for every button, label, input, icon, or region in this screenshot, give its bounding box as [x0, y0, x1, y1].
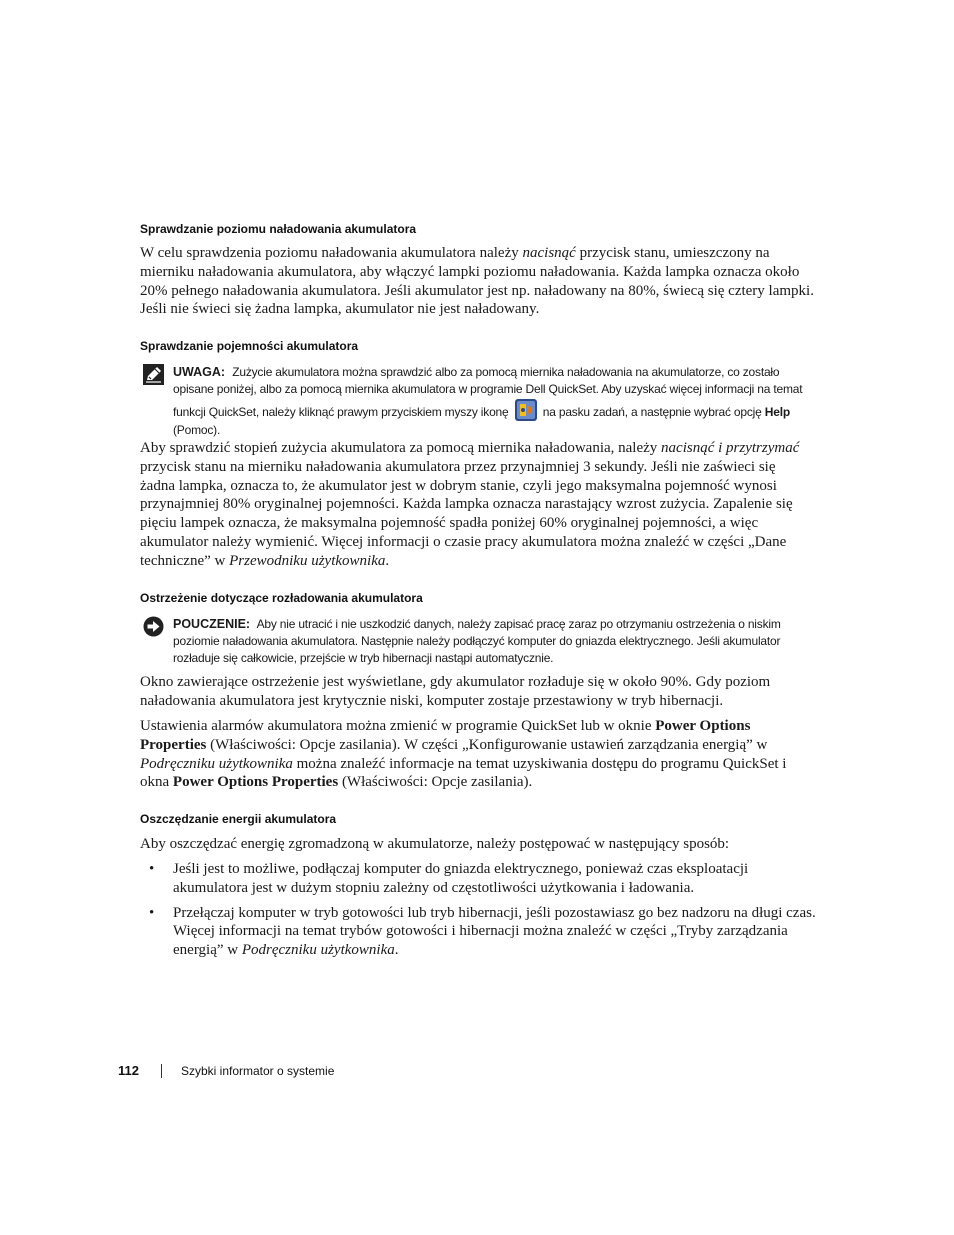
text-run: Zużycie akumulatora można sprawdzić albo za pomocą miernika naładowania na akumulatorze, co zostało opisane poniżej, albo za pomocą miernika akumulatora w programie Dell QuickSet. Aby uzyskać więcej informacji na temat funkcji QuickSet, należy kliknąć prawym przyciskiem myszy ikonę	[173, 365, 803, 419]
section-heading-capacity: Sprawdzanie pojemności akumulatora	[140, 339, 359, 353]
text-run: na pasku zadań, a następnie wybrać opcję	[542, 405, 762, 419]
text-run: .	[394, 942, 399, 959]
bullet: •	[149, 861, 155, 877]
emphasis-text: nacisnąć i przytrzymać	[661, 440, 800, 456]
list-item	[140, 904, 816, 960]
section-heading-low-battery: Ostrzeżenie dotyczące rozładowania akumulatora	[140, 591, 423, 605]
text-run: Jeśli jest to możliwe, podłączaj komputer do gniazda elektrycznego, ponieważ czas eksploatacji akumulatora jest w dużym stopniu zależny od częstotliwości użytkowania i ładowania.	[173, 861, 749, 896]
text-run: W celu sprawdzenia poziomu naładowania akumulatora należy	[140, 245, 523, 261]
tips-list	[140, 860, 816, 960]
footer-separator	[161, 1064, 162, 1078]
emphasis-text: nacisnąć	[522, 245, 576, 261]
footer-title: Szybki informator o systemie	[180, 1064, 335, 1078]
paragraph-charge-level	[140, 244, 814, 319]
text-run: Ustawienia alarmów akumulatora można zmienić w programie QuickSet lub w oknie	[140, 718, 656, 734]
page-footer	[118, 1063, 334, 1078]
paragraph-alarm-settings	[140, 717, 814, 792]
quickset-tray-icon	[514, 398, 538, 422]
help-option-label: Help	[764, 405, 790, 419]
bold-text: Power Options Properties	[172, 774, 339, 791]
arrow-notice-icon	[143, 616, 164, 637]
text-run: (Właściwości: Opcje zasilania). W części „Konfigurowanie ustawień zarządzania energią” w	[206, 736, 768, 753]
pencil-note-icon	[143, 364, 164, 385]
emphasis-text: Podręczniku użytkownika	[241, 942, 395, 959]
note-text	[173, 364, 815, 439]
notice-text	[173, 616, 815, 667]
paragraph-capacity	[140, 439, 814, 571]
section-heading-charge-level: Sprawdzanie poziomu naładowania akumulatora	[140, 222, 417, 236]
text-run: (Właściwości: Opcje zasilania).	[338, 774, 533, 791]
text-run: Przełączaj komputer w tryb gotowości lub tryb hibernacji, jeśli pozostawiasz go bez nadzoru na długi czas. Więcej informacji na temat trybów gotowości i hibernacji można znaleźć w części „Tryby zarządzania energią” w	[173, 904, 816, 959]
list-item	[140, 860, 816, 898]
emphasis-text: Podręczniku użytkownika	[140, 755, 293, 772]
text-run: przycisk stanu na mierniku naładowania akumulatora przez przynajmniej 3 sekundy. Jeśli nie zaświeci się żadna lampka, oznacza to, że akumulator jest w dobrym stanie, czyli jego maksymalna pojemność wynosi przynajmniej 80% oryginalnej pojemności. Każda lampka oznacza narastający wzrost zużycia. Zapalenie się pięciu lampek oznacza, że maksymalna pojemność spadła poniżej 60% oryginalnej pojemności, a więc akumulator należy wymienić. Więcej informacji o czasie pracy akumulatora można znaleźć w części „Dane techniczne” w	[140, 458, 793, 569]
section-heading-saving-energy: Oszczędzanie energii akumulatora	[140, 812, 337, 826]
text-run: (Pomoc).	[173, 423, 221, 437]
text-run: Aby nie utracić i nie uszkodzić danych, należy zapisać pracę zaraz po otrzymaniu ostrzeżenia o niskim poziomie naładowania akumulatora. Następnie należy podłączyć komputer do gniazda elektrycznego. Jeśli akumulator rozładuje się całkowicie, przejście w tryb hibernacji nastąpi automatycznie.	[173, 617, 781, 665]
text-run: można znaleźć informacje na temat uzyskiwania dostępu do programu QuickSet i okna	[140, 755, 787, 791]
note-label: UWAGA:	[173, 365, 226, 379]
text-run: Aby sprawdzić stopień zużycia akumulatora za pomocą miernika naładowania, należy	[140, 440, 662, 456]
paragraph-intro: Aby oszczędzać energię zgromadzoną w akumulatorze, należy postępować w następujący sposób:	[140, 836, 730, 852]
paragraph-warning-window: Okno zawierające ostrzeżenie jest wyświetlane, gdy akumulator rozładuje się w około 90%. Gdy poziom naładowania akumulatora jest krytycznie niski, komputer zostaje przestawiony w tryb hibernacji.	[140, 674, 771, 709]
bullet: •	[149, 904, 155, 921]
notice-label: POUCZENIE:	[173, 617, 251, 631]
text-run: .	[385, 552, 390, 569]
bold-text: Power Options Properties	[140, 718, 751, 753]
text-run: przycisk stanu, umieszczony na mierniku naładowania akumulatora, aby włączyć lampki poziomu naładowania. Każda lampka oznacza około 20% pełnego naładowania akumulatora. Jeśli akumulator jest np. naładowany na 80%, świecą się cztery lampki. Jeśli nie świeci się żadna lampka, akumulator nie jest naładowany.	[140, 245, 814, 318]
page-number: 112	[118, 1063, 139, 1078]
emphasis-text: Przewodniku użytkownika	[229, 552, 386, 569]
